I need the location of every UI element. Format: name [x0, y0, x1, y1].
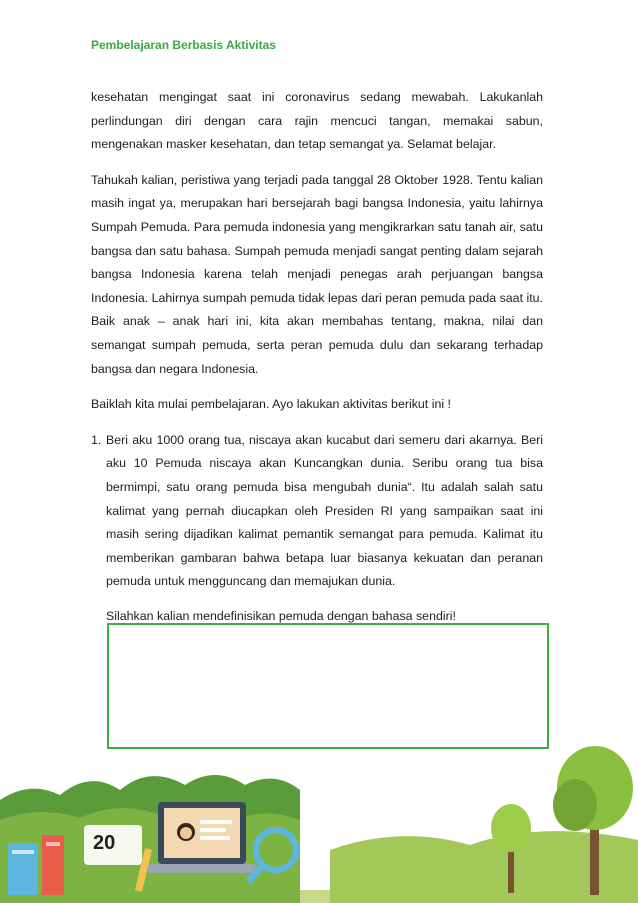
page-number: 20: [93, 832, 116, 854]
page-header-title: Pembelajaran Berbasis Aktivitas: [91, 38, 276, 52]
sumpah-pemuda-paragraph: Tahukah kalian, peristiwa yang terjadi pada tanggal 28 Oktober 1928. Tentu kalian masih ingat ya, merupakan hari bersejarah bagi bangsa Indonesia, yaitu lahirnya Sumpah Pemuda. Para pemuda indonesia yang mengikrarkan satu tanah air, satu bangsa dan satu bahasa. Sumpah pemuda menjadi sangat penting dalam sejarah bangsa Indonesia karena telah menjadi penegas arah perjuangan bangsa Indonesia. Lahirnya sumpah pemuda tidak lepas dari peran pemuda pada saat itu. Baik anak – anak hari ini, kita akan membahas tentang, makna, nilai dan semangat sumpah pemuda, serta peran pemuda dulu dan sekarang terhadap bangsa dan negara Indonesia.: [91, 172, 543, 376]
activity-intro-paragraph: Baiklah kita mulai pembelajaran. Ayo lakukan aktivitas berikut ini !: [91, 397, 451, 412]
activity-number: 1.: [91, 432, 102, 447]
intro-paragraph: kesehatan mengingat saat ini coronavirus sedang mewabah. Lakukanlah perlindungan diri dengan cara rajin mencuci tangan, memakai sabun, mengenakan masker kesehatan, dan tetap semangat ya. Selamat belajar.: [91, 90, 543, 152]
activity-list: [91, 429, 543, 594]
activity-item: [91, 429, 543, 594]
footer-illustration: [0, 740, 638, 903]
activity-instruction: Silahkan kalian mendefinisikan pemuda dengan bahasa sendiri!: [106, 608, 456, 623]
activity-text: Beri aku 1000 orang tua, niscaya akan kucabut dari semeru dari akarnya. Beri aku 10 Pemuda niscaya akan Kuncangkan dunia. Seribu orang tua bisa bermimpi, satu orang pemuda bisa mengubah dunia“. Itu adalah salah satu kalimat yang pernah diucapkan oleh Presiden RI yang sampaikan saat ini masih sering dijadikan kalimat pemantik semangat para pemuda. Kalimat itu memberikan gambaran bahwa betapa luar biasanya kekuatan dan peranan pemuda untuk mengguncang dan memajukan dunia.: [106, 432, 543, 589]
answer-box[interactable]: [107, 623, 549, 749]
page-content: [91, 86, 543, 628]
